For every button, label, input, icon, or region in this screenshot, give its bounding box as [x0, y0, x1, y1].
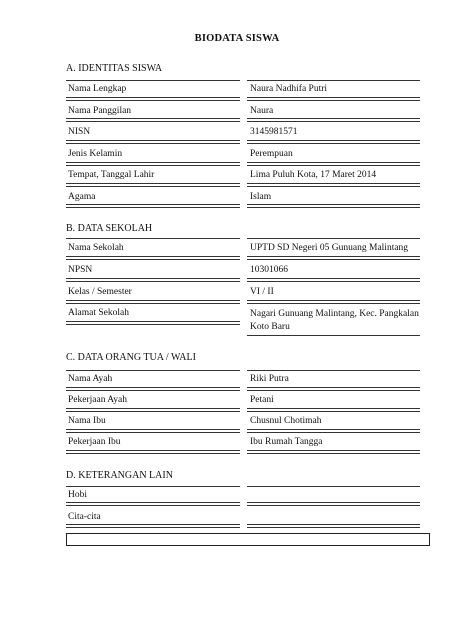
divider	[66, 387, 240, 391]
field-value: Naura	[250, 106, 274, 116]
divider	[66, 278, 240, 282]
field-label: Nama Ibu	[68, 416, 106, 426]
divider	[247, 278, 420, 282]
divider	[247, 370, 420, 371]
section-c-heading: C. DATA ORANG TUA / WALI	[66, 352, 196, 363]
field-value: Petani	[250, 395, 274, 405]
field-value: 3145981571	[250, 127, 298, 137]
divider	[66, 321, 240, 325]
field-value: Naura Nadhifa Putri	[250, 84, 328, 94]
field-label: Tempat, Tanggal Lahir	[68, 170, 155, 180]
page-title: BIODATA SISWA	[194, 33, 280, 44]
field-label: Pekerjaan Ibu	[68, 437, 121, 447]
divider	[66, 238, 240, 239]
divider	[66, 486, 240, 487]
section-d-heading: D. KETERANGAN LAIN	[66, 470, 173, 481]
divider	[66, 118, 240, 122]
field-label: Agama	[68, 192, 96, 202]
divider	[247, 387, 420, 391]
divider	[66, 408, 240, 412]
divider	[66, 429, 240, 433]
divider	[247, 408, 420, 412]
field-label: Pekerjaan Ayah	[68, 395, 128, 405]
divider	[247, 183, 420, 187]
field-value: Riki Putra	[250, 374, 289, 384]
field-label: NISN	[68, 127, 91, 137]
empty-box	[66, 533, 430, 546]
field-label: Kelas / Semester	[68, 287, 132, 297]
divider	[247, 97, 420, 101]
field-label: Nama Sekolah	[68, 243, 124, 253]
divider	[66, 370, 240, 371]
divider	[247, 204, 420, 208]
field-value: UPTD SD Negeri 05 Gunuang Malintang	[250, 243, 409, 253]
divider	[247, 300, 420, 304]
divider	[247, 80, 420, 81]
divider	[66, 140, 240, 144]
field-value: Perempuan	[250, 149, 293, 159]
divider	[66, 502, 240, 506]
field-value: 10301066	[250, 265, 288, 275]
divider	[66, 183, 240, 187]
field-label: Nama Lengkap	[68, 84, 127, 94]
divider	[66, 450, 240, 454]
divider	[66, 256, 240, 260]
field-label: Cita-cita	[68, 512, 101, 522]
divider	[66, 524, 240, 528]
field-label: Alamat Sekolah	[68, 308, 129, 318]
field-label: Nama Panggilan	[68, 106, 132, 116]
divider	[247, 335, 420, 336]
divider	[66, 80, 240, 81]
field-value: Nagari Gunuang Malintang, Kec. Pangkalan Koto Baru	[250, 309, 419, 332]
divider	[66, 204, 240, 208]
field-value: Islam	[250, 192, 272, 202]
divider	[247, 238, 420, 239]
divider	[66, 300, 240, 304]
divider	[247, 524, 420, 528]
field-label: Hobi	[68, 490, 87, 500]
divider	[247, 162, 420, 166]
field-label: Nama Ayah	[68, 374, 113, 384]
field-value: Chusnul Chotimah	[250, 416, 322, 426]
section-a-heading: A. IDENTITAS SISWA	[66, 63, 163, 74]
divider	[247, 502, 420, 506]
divider	[247, 118, 420, 122]
divider	[247, 450, 420, 454]
divider	[66, 162, 240, 166]
divider	[66, 97, 240, 101]
field-label: Jenis Kelamin	[68, 149, 123, 159]
divider	[247, 486, 420, 487]
field-label: NPSN	[68, 265, 93, 275]
section-b-heading: B. DATA SEKOLAH	[66, 223, 153, 234]
field-value: VI / II	[250, 287, 274, 297]
divider	[247, 140, 420, 144]
divider	[247, 429, 420, 433]
divider	[247, 256, 420, 260]
field-value: Ibu Rumah Tangga	[250, 437, 323, 447]
field-value: Lima Puluh Kota, 17 Maret 2014	[250, 170, 377, 180]
